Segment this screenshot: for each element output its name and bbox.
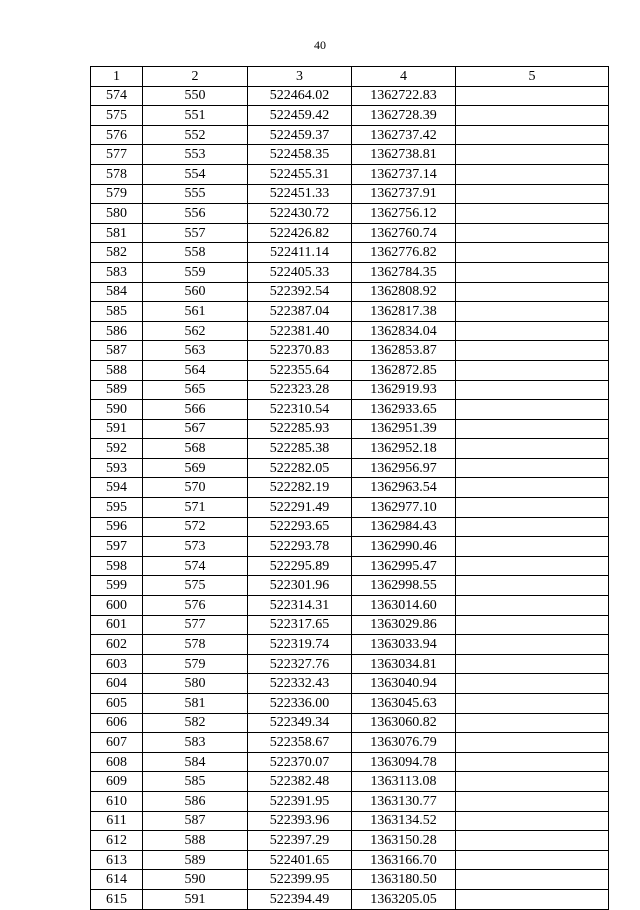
table-cell: 614 xyxy=(91,870,143,890)
table-cell: 558 xyxy=(143,243,248,263)
table-cell: 1363130.77 xyxy=(352,791,456,811)
table-cell: 564 xyxy=(143,360,248,380)
table-row xyxy=(91,106,609,126)
table-cell: 1362760.74 xyxy=(352,223,456,243)
table-cell: 613 xyxy=(91,850,143,870)
table-cell: 594 xyxy=(91,478,143,498)
table-cell: 1363029.86 xyxy=(352,615,456,635)
table-cell: 606 xyxy=(91,713,143,733)
table-cell: 555 xyxy=(143,184,248,204)
table-row xyxy=(91,850,609,870)
table-cell: 605 xyxy=(91,694,143,714)
table-cell xyxy=(456,811,609,831)
table-cell xyxy=(456,106,609,126)
table-row xyxy=(91,204,609,224)
table-cell: 522393.96 xyxy=(248,811,352,831)
table-cell: 522355.64 xyxy=(248,360,352,380)
table-cell: 604 xyxy=(91,674,143,694)
table-cell xyxy=(456,419,609,439)
table-cell: 1363045.63 xyxy=(352,694,456,714)
table-cell xyxy=(456,615,609,635)
table-cell: 595 xyxy=(91,498,143,518)
table-row xyxy=(91,164,609,184)
table-cell xyxy=(456,184,609,204)
table-cell xyxy=(456,86,609,106)
table-cell: 584 xyxy=(143,752,248,772)
table-cell xyxy=(456,400,609,420)
table-cell: 566 xyxy=(143,400,248,420)
table-cell: 602 xyxy=(91,635,143,655)
table-cell: 522381.40 xyxy=(248,321,352,341)
table-cell: 522382.48 xyxy=(248,772,352,792)
table-row xyxy=(91,439,609,459)
table-cell: 593 xyxy=(91,458,143,478)
table-cell xyxy=(456,733,609,753)
table-cell: 522310.54 xyxy=(248,400,352,420)
table-cell: 599 xyxy=(91,576,143,596)
table-cell: 1362784.35 xyxy=(352,262,456,282)
table-cell: 553 xyxy=(143,145,248,165)
table-cell xyxy=(456,870,609,890)
table-row xyxy=(91,243,609,263)
table-cell: 1363060.82 xyxy=(352,713,456,733)
table-cell: 576 xyxy=(91,125,143,145)
table-cell: 578 xyxy=(91,164,143,184)
table-cell: 560 xyxy=(143,282,248,302)
table-cell: 522394.49 xyxy=(248,889,352,909)
table-cell xyxy=(456,889,609,909)
table-header-row xyxy=(91,67,609,87)
table-cell: 522426.82 xyxy=(248,223,352,243)
table-cell: 588 xyxy=(143,831,248,851)
table-row xyxy=(91,556,609,576)
table-cell: 586 xyxy=(143,791,248,811)
table-cell xyxy=(456,850,609,870)
table-cell: 1362834.04 xyxy=(352,321,456,341)
table-cell: 590 xyxy=(91,400,143,420)
table-cell: 1362952.18 xyxy=(352,439,456,459)
table-cell: 565 xyxy=(143,380,248,400)
table-row xyxy=(91,733,609,753)
table-cell: 570 xyxy=(143,478,248,498)
table-cell: 567 xyxy=(143,419,248,439)
table-cell: 1362728.39 xyxy=(352,106,456,126)
table-cell: 579 xyxy=(143,654,248,674)
table-cell: 571 xyxy=(143,498,248,518)
table-cell: 1362977.10 xyxy=(352,498,456,518)
table-cell: 1362951.39 xyxy=(352,419,456,439)
table-cell: 574 xyxy=(91,86,143,106)
table-cell: 577 xyxy=(143,615,248,635)
table-cell: 1363040.94 xyxy=(352,674,456,694)
table-cell: 1362984.43 xyxy=(352,517,456,537)
table-row xyxy=(91,576,609,596)
table-cell: 587 xyxy=(91,341,143,361)
table-cell: 1362738.81 xyxy=(352,145,456,165)
table-cell: 1362956.97 xyxy=(352,458,456,478)
table-cell: 1363033.94 xyxy=(352,635,456,655)
table-cell: 1363076.79 xyxy=(352,733,456,753)
table-cell: 1362808.92 xyxy=(352,282,456,302)
table-row xyxy=(91,831,609,851)
table-cell: 522317.65 xyxy=(248,615,352,635)
table-cell xyxy=(456,321,609,341)
table-cell: 568 xyxy=(143,439,248,459)
table-cell: 591 xyxy=(91,419,143,439)
table-row xyxy=(91,419,609,439)
table-cell xyxy=(456,752,609,772)
table-cell xyxy=(456,125,609,145)
table-cell: 522430.72 xyxy=(248,204,352,224)
table-cell: 572 xyxy=(143,517,248,537)
column-header: 2 xyxy=(143,67,248,87)
table-cell: 522459.37 xyxy=(248,125,352,145)
table-row xyxy=(91,889,609,909)
table-row xyxy=(91,86,609,106)
table-cell: 522401.65 xyxy=(248,850,352,870)
table-cell xyxy=(456,556,609,576)
table-cell xyxy=(456,772,609,792)
table-cell xyxy=(456,302,609,322)
table-cell: 576 xyxy=(143,596,248,616)
table-cell: 1362722.83 xyxy=(352,86,456,106)
coordinates-table xyxy=(90,66,609,910)
table-cell: 563 xyxy=(143,341,248,361)
table-row xyxy=(91,478,609,498)
table-cell: 1362853.87 xyxy=(352,341,456,361)
table-cell: 562 xyxy=(143,321,248,341)
table-cell: 550 xyxy=(143,86,248,106)
table-cell: 1363180.50 xyxy=(352,870,456,890)
table-row xyxy=(91,517,609,537)
table-cell xyxy=(456,458,609,478)
table-cell: 522391.95 xyxy=(248,791,352,811)
table-cell xyxy=(456,537,609,557)
table-cell: 585 xyxy=(91,302,143,322)
table-cell: 559 xyxy=(143,262,248,282)
table-cell: 1363205.05 xyxy=(352,889,456,909)
table-cell xyxy=(456,791,609,811)
table-cell xyxy=(456,478,609,498)
table-cell: 557 xyxy=(143,223,248,243)
table-cell: 552 xyxy=(143,125,248,145)
table-cell: 522399.95 xyxy=(248,870,352,890)
table-cell: 522358.67 xyxy=(248,733,352,753)
table-row xyxy=(91,302,609,322)
table-row xyxy=(91,360,609,380)
table-cell: 522285.38 xyxy=(248,439,352,459)
table-row xyxy=(91,713,609,733)
table-cell: 1362933.65 xyxy=(352,400,456,420)
table-cell: 522301.96 xyxy=(248,576,352,596)
table-cell: 579 xyxy=(91,184,143,204)
table-cell: 585 xyxy=(143,772,248,792)
table-row xyxy=(91,400,609,420)
table-cell: 600 xyxy=(91,596,143,616)
table-cell: 1362919.93 xyxy=(352,380,456,400)
table-cell: 581 xyxy=(91,223,143,243)
table-cell: 522464.02 xyxy=(248,86,352,106)
table-cell xyxy=(456,223,609,243)
table-cell: 577 xyxy=(91,145,143,165)
table-cell: 522411.14 xyxy=(248,243,352,263)
table-cell: 1362756.12 xyxy=(352,204,456,224)
page-number: 40 xyxy=(314,38,326,52)
table-cell: 609 xyxy=(91,772,143,792)
table-cell: 1362817.38 xyxy=(352,302,456,322)
table-cell: 522282.05 xyxy=(248,458,352,478)
table-cell xyxy=(456,145,609,165)
table-cell: 580 xyxy=(143,674,248,694)
table-row xyxy=(91,752,609,772)
table-cell: 611 xyxy=(91,811,143,831)
table-cell: 556 xyxy=(143,204,248,224)
table-cell: 522293.65 xyxy=(248,517,352,537)
table-body xyxy=(91,86,609,909)
table-row xyxy=(91,674,609,694)
table-cell: 522282.19 xyxy=(248,478,352,498)
table-row xyxy=(91,537,609,557)
table-cell: 610 xyxy=(91,791,143,811)
table-cell: 1362776.82 xyxy=(352,243,456,263)
table-cell: 578 xyxy=(143,635,248,655)
table-cell: 584 xyxy=(91,282,143,302)
table-cell: 522332.43 xyxy=(248,674,352,694)
table-cell: 1362963.54 xyxy=(352,478,456,498)
table-cell: 592 xyxy=(91,439,143,459)
table-cell: 1362737.42 xyxy=(352,125,456,145)
table-cell: 522336.00 xyxy=(248,694,352,714)
table-cell: 522405.33 xyxy=(248,262,352,282)
table-cell: 583 xyxy=(91,262,143,282)
table-cell: 522327.76 xyxy=(248,654,352,674)
table-cell: 1362737.91 xyxy=(352,184,456,204)
table-cell: 581 xyxy=(143,694,248,714)
table-cell: 1362872.85 xyxy=(352,360,456,380)
table-cell: 522295.89 xyxy=(248,556,352,576)
table-cell: 522314.31 xyxy=(248,596,352,616)
table-row xyxy=(91,654,609,674)
table-row xyxy=(91,694,609,714)
table-cell: 1363094.78 xyxy=(352,752,456,772)
table-cell xyxy=(456,596,609,616)
table-cell: 574 xyxy=(143,556,248,576)
table-cell xyxy=(456,380,609,400)
table-cell xyxy=(456,654,609,674)
table-cell: 601 xyxy=(91,615,143,635)
table-cell: 598 xyxy=(91,556,143,576)
table-cell: 522459.42 xyxy=(248,106,352,126)
table-cell xyxy=(456,282,609,302)
table-cell: 597 xyxy=(91,537,143,557)
table-cell: 586 xyxy=(91,321,143,341)
table-row xyxy=(91,380,609,400)
table-row xyxy=(91,870,609,890)
table-cell xyxy=(456,204,609,224)
table-cell: 573 xyxy=(143,537,248,557)
table-cell: 522293.78 xyxy=(248,537,352,557)
table-cell: 522370.83 xyxy=(248,341,352,361)
table-cell: 522397.29 xyxy=(248,831,352,851)
table-cell: 612 xyxy=(91,831,143,851)
table-row xyxy=(91,772,609,792)
table-cell: 575 xyxy=(143,576,248,596)
table-cell: 522370.07 xyxy=(248,752,352,772)
table-row xyxy=(91,791,609,811)
table-cell: 522458.35 xyxy=(248,145,352,165)
table-cell: 588 xyxy=(91,360,143,380)
table-cell xyxy=(456,517,609,537)
table-row xyxy=(91,282,609,302)
table-cell xyxy=(456,439,609,459)
table-cell: 522451.33 xyxy=(248,184,352,204)
table-cell: 1363113.08 xyxy=(352,772,456,792)
table-row xyxy=(91,596,609,616)
table-cell: 1363134.52 xyxy=(352,811,456,831)
table-cell: 1362998.55 xyxy=(352,576,456,596)
column-header: 1 xyxy=(91,67,143,87)
table-cell: 1362995.47 xyxy=(352,556,456,576)
table-cell: 582 xyxy=(91,243,143,263)
table-cell: 582 xyxy=(143,713,248,733)
table-cell: 1362990.46 xyxy=(352,537,456,557)
table-cell xyxy=(456,262,609,282)
table-cell: 522285.93 xyxy=(248,419,352,439)
table-cell: 580 xyxy=(91,204,143,224)
column-header: 3 xyxy=(248,67,352,87)
table-row xyxy=(91,811,609,831)
table-cell xyxy=(456,694,609,714)
table-cell: 522349.34 xyxy=(248,713,352,733)
table-cell: 587 xyxy=(143,811,248,831)
table-cell: 589 xyxy=(91,380,143,400)
table-cell xyxy=(456,243,609,263)
table-row xyxy=(91,615,609,635)
table-cell: 522392.54 xyxy=(248,282,352,302)
table-cell: 561 xyxy=(143,302,248,322)
table-cell: 575 xyxy=(91,106,143,126)
table-cell xyxy=(456,713,609,733)
table-cell: 522291.49 xyxy=(248,498,352,518)
table-cell: 591 xyxy=(143,889,248,909)
table-cell xyxy=(456,498,609,518)
table-cell: 583 xyxy=(143,733,248,753)
table-cell xyxy=(456,341,609,361)
table-cell xyxy=(456,831,609,851)
table-row xyxy=(91,184,609,204)
column-header: 4 xyxy=(352,67,456,87)
table-cell: 569 xyxy=(143,458,248,478)
table-cell xyxy=(456,164,609,184)
table-row xyxy=(91,458,609,478)
table-cell: 1363150.28 xyxy=(352,831,456,851)
table-row xyxy=(91,635,609,655)
table-cell xyxy=(456,635,609,655)
table-cell: 522323.28 xyxy=(248,380,352,400)
table-cell xyxy=(456,674,609,694)
table-cell: 554 xyxy=(143,164,248,184)
table-cell: 589 xyxy=(143,850,248,870)
table-cell: 596 xyxy=(91,517,143,537)
table-cell xyxy=(456,360,609,380)
table-cell: 603 xyxy=(91,654,143,674)
column-header: 5 xyxy=(456,67,609,87)
table-cell: 1362737.14 xyxy=(352,164,456,184)
table-row xyxy=(91,321,609,341)
table-cell: 1363034.81 xyxy=(352,654,456,674)
table-row xyxy=(91,262,609,282)
table-cell: 522319.74 xyxy=(248,635,352,655)
table-cell xyxy=(456,576,609,596)
table-cell: 1363014.60 xyxy=(352,596,456,616)
table-row xyxy=(91,223,609,243)
table-cell: 522455.31 xyxy=(248,164,352,184)
table-cell: 608 xyxy=(91,752,143,772)
table-row xyxy=(91,125,609,145)
table-row xyxy=(91,498,609,518)
table-row xyxy=(91,145,609,165)
table-cell: 1363166.70 xyxy=(352,850,456,870)
table-cell: 522387.04 xyxy=(248,302,352,322)
table-cell: 615 xyxy=(91,889,143,909)
table-cell: 607 xyxy=(91,733,143,753)
table-cell: 590 xyxy=(143,870,248,890)
table-row xyxy=(91,341,609,361)
table-cell: 551 xyxy=(143,106,248,126)
